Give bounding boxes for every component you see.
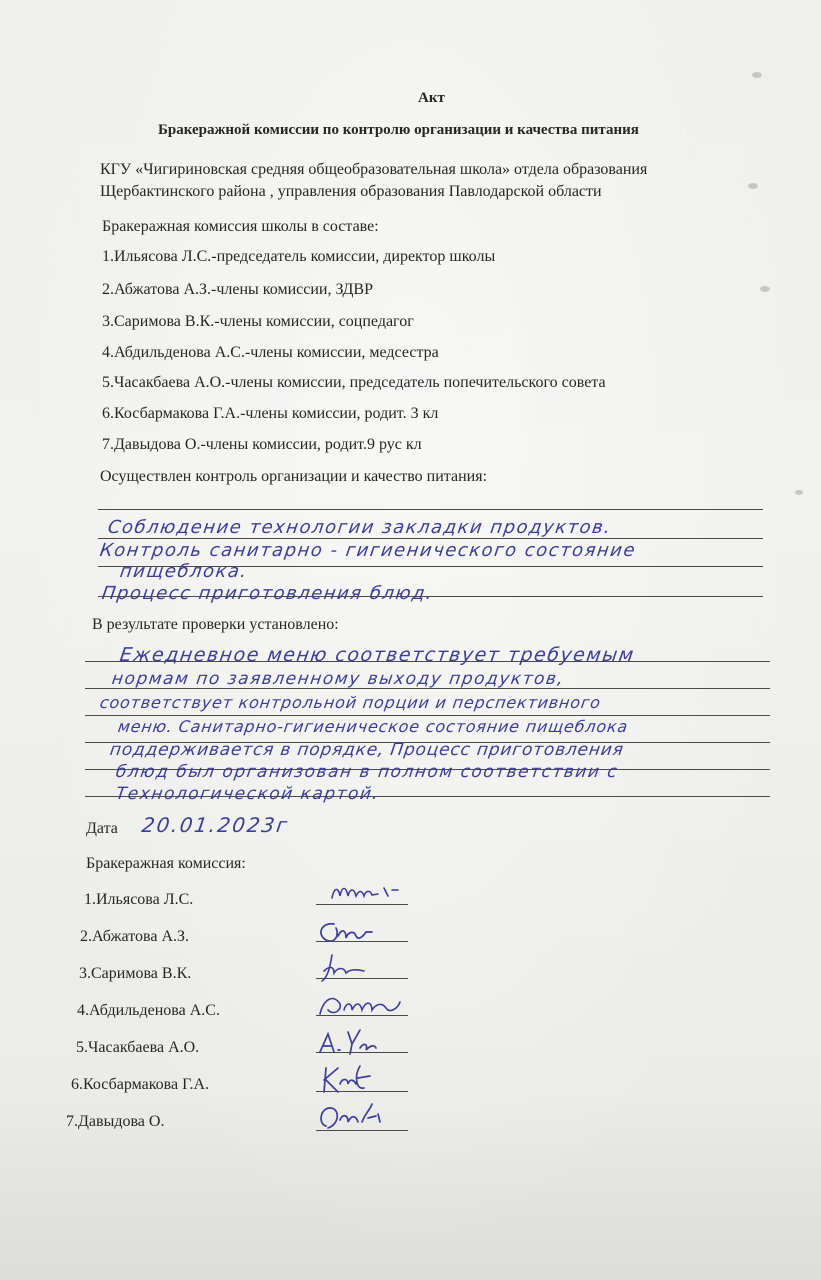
signature-4	[314, 990, 410, 1020]
date-label: Дата	[86, 820, 118, 837]
commission-member: 6.Косбармакова Г.А.-члены комиссии, родит. 3 кл	[102, 405, 439, 422]
handwritten-control-line: Процесс приготовления блюд.	[100, 583, 435, 604]
paper-speck	[748, 183, 758, 189]
commission-member: 3.Саримова В.К.-члены комиссии, соцпедагог	[102, 313, 414, 330]
signature-2	[312, 916, 402, 946]
writing-line	[85, 715, 770, 716]
signature-3	[314, 951, 394, 985]
handwritten-result-line: нормам по заявленному выходу продуктов,	[110, 669, 566, 689]
paper-speck	[752, 72, 762, 78]
signature-7	[312, 1100, 392, 1134]
document-title: Акт	[418, 90, 445, 106]
commission-member: 5.Часакбаева А.О.-члены комиссии, председатель попечительского совета	[102, 374, 606, 391]
handwritten-result-line: поддерживается в порядке, Процесс приготовления	[108, 740, 626, 760]
handwritten-control-line: Соблюдение технологии закладки продуктов.	[106, 517, 613, 538]
handwritten-result-line: меню. Санитарно-гигиеническое состояние пищеблока	[116, 717, 630, 736]
commission-member: 1.Ильясова Л.С.-председатель комиссии, директор школы	[102, 248, 496, 265]
signatory-name: 6.Косбармакова Г.А.	[71, 1076, 210, 1093]
commission-member: 4.Абдильденова А.С.-члены комиссии, медсестра	[102, 344, 439, 361]
signatures-label: Бракеражная комиссия:	[86, 855, 246, 872]
signatory-name: 1.Ильясова Л.С.	[84, 891, 194, 908]
organization-line-2: Щербактинского района , управления образования Павлодарской области	[100, 183, 602, 200]
paper-speck	[795, 490, 803, 495]
handwritten-control-line: Контроль санитарно - гигиенического состояние	[98, 540, 638, 561]
paper-speck	[760, 286, 770, 292]
signatory-name: 4.Абдильденова А.С.	[77, 1002, 220, 1019]
signature-1	[326, 878, 416, 906]
signatory-name: 7.Давыдова О.	[66, 1113, 165, 1130]
document-subtitle: Бракеражной комиссии по контролю организации и качества питания	[158, 122, 639, 138]
result-label: В результате проверки установлено:	[92, 616, 339, 633]
signatory-name: 2.Абжатова А.З.	[80, 928, 190, 945]
date-value: 20.01.2023г	[140, 813, 291, 837]
signatory-name: 5.Часакбаева А.О.	[76, 1039, 200, 1056]
handwritten-result-line: Ежедневное меню соответствует требуемым	[118, 644, 637, 666]
handwritten-result-line: блюд был организован в полном соответствии с	[114, 762, 620, 782]
commission-intro: Бракеражная комиссия школы в составе:	[102, 218, 379, 235]
signature-5	[314, 1024, 394, 1058]
signature-6	[316, 1062, 386, 1098]
writing-line	[98, 509, 763, 510]
control-label: Осуществлен контроль организации и качество питания:	[100, 468, 488, 485]
writing-line	[98, 538, 763, 539]
handwritten-result-line: соответствует контрольной порции и перспективного	[98, 693, 603, 712]
handwritten-control-line: пищеблока.	[118, 561, 250, 582]
commission-member: 2.Абжатова А.З.-члены комиссии, ЗДВР	[102, 281, 373, 298]
commission-member: 7.Давыдова О.-члены комиссии, родит.9 рус кл	[102, 436, 422, 453]
organization-line-1: КГУ «Чигириновская средняя общеобразовательная школа» отдела образования	[100, 161, 648, 178]
handwritten-result-line: Технологической картой.	[114, 784, 381, 804]
signatory-name: 3.Саримова В.К.	[79, 965, 192, 982]
